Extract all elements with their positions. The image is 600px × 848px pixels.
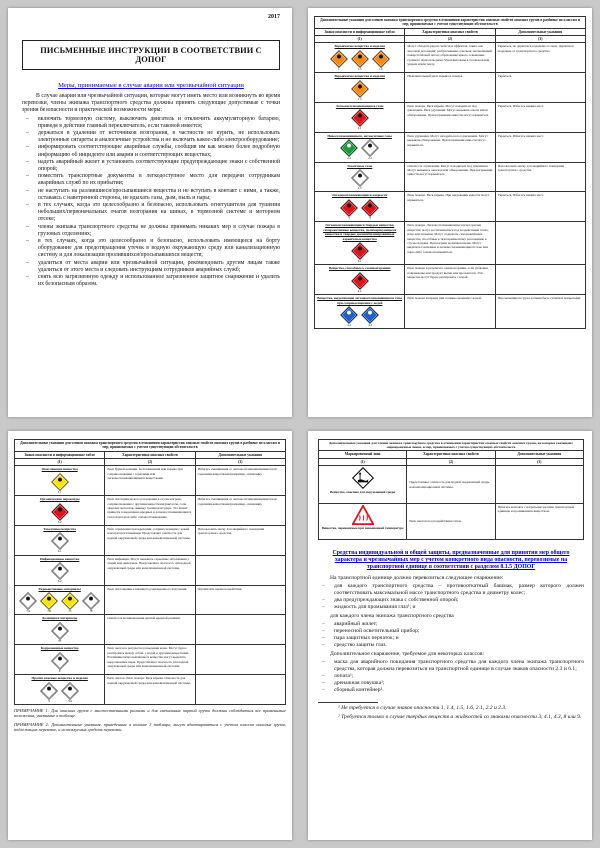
additional-equipment-item: – сборный контейнер². xyxy=(318,687,584,694)
hazard-label-diamond-icon xyxy=(51,562,69,580)
hazard-label-diamond-icon xyxy=(51,652,69,670)
col-header-labels: Знаки опасности и информационные табло xyxy=(15,451,105,458)
hazard-class-name: Органические пероксиды xyxy=(39,497,80,502)
hazard-label-diamond-icon xyxy=(351,272,369,290)
extra-text xyxy=(495,466,583,504)
hazard-label-number: 3 xyxy=(348,215,350,220)
col-num: (2) xyxy=(405,36,495,43)
table-row xyxy=(15,466,286,496)
col-num: (3) xyxy=(495,458,583,465)
table-row xyxy=(15,585,286,615)
extra-text: Укрыться. Избегать низких мест. xyxy=(495,192,585,222)
col-header-hazards: Характеристики опасных свойств xyxy=(405,28,495,35)
table-row xyxy=(315,295,586,329)
extra-text: Избегать контакта с нагретыми частями транспортной единицы и пролившимся веществом. xyxy=(495,504,583,540)
hazard-class-name: Легковоспламеняющиеся жидкости xyxy=(332,193,388,198)
footnote-separator xyxy=(318,702,378,703)
col-num: (1) xyxy=(319,458,407,465)
measure-item: – члены экипажа транспортного средства не должны принимать никаких мер в случае пожара в грузовых отделениях; xyxy=(22,224,280,238)
hazard-text: Риск пожара и взрыва при соприкосновении с водой. xyxy=(405,295,495,329)
hazard-label-diamond-icon xyxy=(51,503,69,521)
page-1 xyxy=(8,8,292,417)
hazard-text: Риск пожара. Легковоспламеняющиеся или горючие вещества; могут воспламеняться под воздействием тепла, искр или пламени. Могут содержать самореактивные вещества, способные к экзотермическому разложению в случае нагрева. При нагреве возможен взрыв. Могут выделять токсичные и легковоспламеняющиеся газы или пары либо самовоспламеняться. xyxy=(405,222,495,265)
crew-equipment-item: – переносной осветительный прибор; xyxy=(318,628,584,635)
hazard-label-number: 4.1 xyxy=(357,258,362,263)
table-note-1: ПРИМЕЧАНИЕ 1: Для опасных грузов с множественными рисками и для смешанных партий грузов должны соблюдаться все применимые положения, указанные в таблице. xyxy=(14,707,286,719)
crew-equipment-item: – пара защитных перчаток; и xyxy=(318,635,584,642)
hazard-label-number: 4.2 xyxy=(357,288,362,293)
environment-hazard-mark-icon xyxy=(352,467,374,489)
hazard-text: Опасность возникновения цепной ядерной реакции. xyxy=(105,615,195,645)
hazard-label xyxy=(340,306,358,327)
hazard-label-number: 1 xyxy=(337,66,340,71)
crew-equipment-list xyxy=(318,621,584,649)
marks-table xyxy=(318,450,584,540)
table-caption: Дополнительные указания для членов экипажа транспортного средства в отношении характеристик опасных свойств опасных грузов в разбивке по классам и мер, принимаемых с учетом существующих обстоятельств xyxy=(14,439,286,451)
page-2 xyxy=(308,8,592,417)
hazard-label xyxy=(340,139,358,160)
hazard-text: Риск пожара. Риск взрыва. При нагревании емкости могут взрываться. xyxy=(405,192,495,222)
extra-text: Укрыться. Избегать низких мест. xyxy=(495,103,585,133)
hazard-label-diamond-icon xyxy=(40,682,58,700)
hazard-label-number: 2.3 xyxy=(357,186,362,191)
hazard-label-diamond-icon xyxy=(372,50,390,68)
hazard-label xyxy=(330,50,348,71)
equipment-item: – для каждого транспортного средства – противооткатный башмак, размер которого должен соответствовать максимальной массе транспортного средства и диаметру колес; xyxy=(318,583,584,597)
hazard-label xyxy=(51,652,69,673)
marks-table-caption: Дополнительные указания для членов экипажа транспортного средства в отношении характеристик опасных свойств опасных грузов, на которые указывают маркировочные знаки, и мер, принимаемых с учетом существующих обстоятельств xyxy=(318,439,584,450)
mark-name: Вещества, опасные для окружающей среды xyxy=(330,490,396,494)
table-row xyxy=(319,466,584,504)
hazard-label-diamond-icon xyxy=(361,139,379,157)
extra-text: Использовать маску для аварийного покидания транспортного средства. xyxy=(195,526,285,556)
additional-equipment-list xyxy=(318,659,584,694)
col-header-marks: Маркировочный знак xyxy=(319,451,407,458)
hazard-label-diamond-icon xyxy=(361,199,379,217)
table-row xyxy=(315,43,586,73)
col-header-extra: Дополнительные указания xyxy=(495,28,585,35)
col-header-labels: Знаки опасности и информационные табло xyxy=(315,28,405,35)
extra-text xyxy=(195,675,285,705)
extra-text xyxy=(495,222,585,265)
extra-text: Просыпавшиеся грузы должны быть сухими и покрытыми. xyxy=(495,295,585,329)
hazard-text: Риск пожара в результате самовозгорания, если упаковки повреждены или продукт вытек или просыпался. Эти вещества могут бурно реагировать с водой. xyxy=(405,265,495,295)
hazard-label xyxy=(82,592,100,613)
hazard-label-diamond-icon xyxy=(40,592,58,610)
equipment-intro: На транспортной единице должно перевозиться следующее снаряжение: xyxy=(330,575,504,581)
hazard-text: Риск удушения. Могут находиться под давлением. Могут вызывать обморожение. При нагревании емкости могут взрываться. xyxy=(405,132,495,162)
hazard-text: Могут обладать рядом свойств и эффектов, таких, как массовая детонация; разбрасывание осколков; интенсивный пожар/тепловой поток; образование яркого освещения, громкого шума или дыма. Чувствительны к толчкам и/или ударам и/или теплу. xyxy=(405,43,495,73)
extra-text xyxy=(195,555,285,585)
hazard-class-name: Токсичные вещества xyxy=(43,527,76,532)
measure-item: – держаться в удалении от источников возгорания, в частности не курить, не использовать электронные сигареты и аналогичные устройства и не включать какое-либо электрооборудование; xyxy=(22,130,280,144)
hazard-label xyxy=(351,242,369,263)
additional-intro: Дополнительное снаряжение, требуемое для некоторых классов: xyxy=(330,651,485,657)
col-header-hazards: Характеристики опасных свойств xyxy=(407,451,495,458)
hazard-label xyxy=(51,473,69,494)
extra-text: Избегать смешивания со легковоспламеняющимися или горючими веществами (например, опилками). xyxy=(195,496,285,526)
col-num: (1) xyxy=(15,459,105,466)
extra-text: Ограничить время воздействия. xyxy=(195,585,285,615)
extra-text xyxy=(195,645,285,675)
col-num: (2) xyxy=(105,459,195,466)
measures-list xyxy=(22,116,280,289)
hazard-label xyxy=(351,169,369,190)
measure-item: – включить тормозную систему, выключить двигатель и отключить аккумуляторную батарею, приведя в действие главный переключатель, если таковой имеется; xyxy=(22,116,280,130)
hazard-label-number: 2.1 xyxy=(357,126,362,131)
hazard-label xyxy=(351,80,369,101)
hazard-class-name: Легковоспламеняющиеся твердые вещества, самореактивные вещества, полимеризующиеся вещества и твердые десенсибилизированные взрывчатые вещества xyxy=(323,223,397,241)
page-3 xyxy=(8,431,292,840)
hazard-class-name: Невоспламеняющиеся, нетоксичные газы xyxy=(327,133,392,138)
hazard-class-name: Делящиеся материалы xyxy=(41,616,78,621)
additional-equipment-item: – маска для аварийного покидания транспортного средства для каждого члена экипажа транспортного средства, которая должна перевозиться на транспортной единице в случае знаков опасности 2.3 и 6.1; xyxy=(318,659,584,673)
hazard-label xyxy=(61,592,79,613)
hazard-label-diamond-icon xyxy=(82,592,100,610)
hazard-label-number: 7C xyxy=(68,609,72,614)
hazard-label-diamond-icon xyxy=(340,199,358,217)
hazard-text: Риск экзотермического разложения в случае нагрева, соприкосновения с другими веществами (кислоты, соли тяжелых металлов, амины), трения или удара. Это может привести к выделению вредных и легковоспламеняющихся газов или паров либо самовоспламенению. xyxy=(105,496,195,526)
table-body xyxy=(15,466,286,705)
hazard-label-number: 5.2 xyxy=(57,519,62,524)
hazard-label-diamond-icon xyxy=(351,80,369,98)
extra-text: Укрыться. Избегать низких мест. xyxy=(495,132,585,162)
hazard-label-number: 1.5 xyxy=(357,66,362,71)
table-row xyxy=(315,73,586,103)
elevated-temperature-mark-icon xyxy=(352,505,374,525)
measure-item: – в тех случаях, когда это целесообразно и безопасно, использовать имеющееся на борту оборудование для предотвращения утечек в водную окружающую среду или канализационную систему и для локализации пролившихся/просыпавшихся веществ; xyxy=(22,238,280,260)
footnote-2: ² Требуется только в случае твердых веществ и жидкостей со знаками опасности 3, 4.1, 4.3, 8 или 9. xyxy=(338,714,582,720)
hazard-label-number: 2.2 xyxy=(347,156,352,161)
hazard-label xyxy=(51,622,69,643)
hazard-label-number: 5.1 xyxy=(57,489,62,494)
hazard-label-diamond-icon xyxy=(51,622,69,640)
hazard-label xyxy=(19,592,37,613)
table-row xyxy=(315,265,586,295)
hazard-label xyxy=(351,50,369,71)
extra-text: Избегать смешивания со легковоспламеняющимися или горючими веществами (например, опилками). xyxy=(195,466,285,496)
hazard-label-number: 9 xyxy=(48,698,50,703)
hazard-class-name: Прочие опасные вещества и изделия xyxy=(31,676,88,681)
hazard-label xyxy=(51,562,69,583)
measure-item: – надеть аварийный жилет и установить соответствующие предупреждающие знаки с собственной опорой; xyxy=(22,159,280,173)
hazard-label-number: 2.2 xyxy=(368,156,373,161)
col-header-hazards: Характеристики опасных свойств xyxy=(105,451,195,458)
hazard-label-number: 1.6 xyxy=(378,66,383,71)
measure-item: – в тех случаях, когда это целесообразно и безопасно, использовать огнетушители для тушения небольших/первоначальных очагов возгорания на шинах, в тормозной системе и моторном отсеке; xyxy=(22,202,280,224)
hazard-label xyxy=(40,682,58,703)
table-body xyxy=(315,43,586,329)
hazard-label xyxy=(51,532,69,553)
hazard-label-number: 3 xyxy=(369,215,371,220)
measure-item: – удалиться от места аварии или чрезвычайной ситуации, рекомендовать другим лицам также удалиться от этого места и следовать инструкциям сотрудников аварийных служб; xyxy=(22,260,280,274)
hazard-table-2 xyxy=(14,451,286,705)
hazard-table-1 xyxy=(314,28,586,330)
hazard-text: Риск ожогов в результате разъедания кожи. Могут бурно реагировать между собой, с водой и другими веществами. Разлившиеся/просыпавшиеся вещества могут выделять коррозионные пары. Представляют опасность для водной окружающей среды или канализационной системы. xyxy=(105,645,195,675)
hazard-class-name: Токсичные газы xyxy=(347,163,373,168)
extra-text xyxy=(195,615,285,645)
equipment-item: – жидкость для промывания глаз¹; и xyxy=(318,604,584,611)
hazard-label xyxy=(351,272,369,293)
table-caption: Дополнительные указания для членов экипажа транспортного средства в отношении характеристик опасных свойств опасных грузов в разбивке по классам и мер, принимаемых с учетом существующих обстоятельств xyxy=(314,16,586,28)
hazard-label-diamond-icon xyxy=(340,306,358,324)
hazard-text: Риск поглощения и внешнего радиационного излучения. xyxy=(105,585,195,615)
hazard-label-number: 7E xyxy=(89,609,93,614)
footnote-1: ¹ Не требуется в случае знаков опасности 1, 1.4, 1.5, 1.6, 2.1, 2.2 и 2.3. xyxy=(338,705,507,711)
page-number: 2017 xyxy=(268,14,280,20)
hazard-class-name: Взрывчатые вещества и изделия xyxy=(334,44,385,49)
hazard-text: Риск отравления при вдыхании, соприкосновении с кожей или при проглатывании. Представляет опасность для водной окружающей среды или канализационной системы. xyxy=(105,526,195,556)
hazard-class-name: Инфекционные вещества xyxy=(39,556,80,561)
table-row xyxy=(315,222,586,265)
section-subtitle: Меры, принимаемые в случае аварии или чрезвычайной ситуации xyxy=(58,82,244,89)
table-row xyxy=(15,675,286,705)
table-note-2: ПРИМЕЧАНИЕ 2: Дополнительные указания, приведенные в колонке 3 таблицы, могут адаптироваться с учетом классов опасных грузов, подлежащих перевозке, и используемых средств перевозки. xyxy=(14,721,286,733)
hazard-label xyxy=(340,199,358,220)
hazard-label xyxy=(372,50,390,71)
hazard-label xyxy=(61,682,79,703)
table-row xyxy=(15,526,286,556)
table-row xyxy=(315,132,586,162)
col-num: (3) xyxy=(495,36,585,43)
hazard-class-name: Коррозионные вещества xyxy=(40,646,79,651)
hazard-label xyxy=(40,592,58,613)
hazard-text: Опасность отравления. Могут находиться под давлением. Могут вызывать ожоги и/или обморожение. При нагревании емкости могут взрываться. xyxy=(405,162,495,192)
hazard-label xyxy=(361,199,379,220)
hazard-label-diamond-icon xyxy=(51,473,69,491)
hazard-text: Представляют опасность для водной окружающей среды или канализационной системы. xyxy=(407,466,495,504)
hazard-label-diamond-icon xyxy=(340,139,358,157)
additional-equipment-item: – лопата²; xyxy=(318,673,584,680)
mark-name: Вещества, перевозимые при повышенной температуре xyxy=(321,526,404,530)
hazard-label-diamond-icon xyxy=(61,592,79,610)
hazard-label-diamond-icon xyxy=(351,169,369,187)
measure-item: – снять всю загрязненную одежду и использованное загрязненное защитное снаряжение и удалить их безопасным образом. xyxy=(22,274,280,288)
hazard-text: Риск ожогов. Риск пожара. Риск взрыва. Опасность для водной окружающей среды или канализационной системы. xyxy=(105,675,195,705)
col-num: (2) xyxy=(407,458,495,465)
hazard-label-number: 7E xyxy=(57,638,62,643)
hazard-label-diamond-icon xyxy=(351,242,369,260)
hazard-label-diamond-icon xyxy=(330,50,348,68)
hazard-label-number: 4.3 xyxy=(347,322,352,327)
hazard-label xyxy=(361,306,379,327)
measure-item: – поместить транспортные документы в легкодоступное место для передачи сотрудникам аварийных служб по их прибытии; xyxy=(22,173,280,187)
hazard-class-name: Взрывчатые вещества и изделия xyxy=(334,74,385,79)
hazard-label-number: 4.3 xyxy=(368,322,373,327)
hazard-label-number: 7B xyxy=(47,609,51,614)
hazard-text: Незначительный риск взрыва и пожара. xyxy=(405,73,495,103)
hazard-label-diamond-icon xyxy=(61,682,79,700)
hazard-label-diamond-icon xyxy=(51,532,69,550)
document-title: ПИСЬМЕННЫЕ ИНСТРУКЦИИ В СООТВЕТСТВИИ С ДОПОГ xyxy=(22,40,280,70)
table-row xyxy=(315,192,586,222)
additional-equipment-item: – дренажная ловушка²; xyxy=(318,680,584,687)
hazard-label xyxy=(351,109,369,130)
table-row xyxy=(315,103,586,133)
hazard-label-diamond-icon xyxy=(351,109,369,127)
hazard-label-diamond-icon xyxy=(351,50,369,68)
extra-text: Использовать маску для аварийного покидания транспортного средства. xyxy=(495,162,585,192)
hazard-label-diamond-icon xyxy=(19,592,37,610)
hazard-label xyxy=(361,139,379,160)
table-row xyxy=(15,645,286,675)
col-header-extra: Дополнительные указания xyxy=(495,451,583,458)
hazard-label-number: 7A xyxy=(26,609,30,614)
hazard-class-name: Вещества, способные к самовозгоранию xyxy=(328,266,391,271)
hazard-label-number: 6.2 xyxy=(57,579,62,584)
hazard-text: Риск бурной реакции, воспламенения или взрыва при соприкосновении с горючими или легковоспламеняющимися веществами. xyxy=(105,466,195,496)
hazard-text: Риск ожогов под воздействием тепла. xyxy=(407,504,495,540)
hazard-label-number: 9A xyxy=(68,698,72,703)
extra-text xyxy=(495,265,585,295)
hazard-class-name: Окисляющие вещества xyxy=(41,467,78,472)
hazard-label-diamond-icon xyxy=(361,306,379,324)
equipment-item: – два предупреждающих знака с собственной опорой; xyxy=(318,597,584,604)
intro-paragraph: В случае аварии или чрезвычайной ситуации, которые могут иметь место или возникнуть во время перевозки, члены экипажа транспортного средства должны принять следующие допустимые с точки зрения безопасности и практической возможности меры: xyxy=(22,93,280,114)
col-num: (1) xyxy=(315,36,405,43)
measure-item: – информировать соответствующие аварийные службы, сообщив им как можно более подробную информацию об инциденте или аварии и соответствующих веществах; xyxy=(22,144,280,158)
crew-equipment-item: – аварийный жилет; xyxy=(318,621,584,628)
table-row xyxy=(15,555,286,585)
crew-intro: для каждого члена экипажа транспортного средства xyxy=(330,613,454,619)
page-4 xyxy=(308,431,592,840)
crew-equipment-item: – средство защиты глаз. xyxy=(318,642,584,649)
table-row xyxy=(315,162,586,192)
table-row xyxy=(15,496,286,526)
equipment-list xyxy=(318,583,584,611)
measure-item: – не наступать на разлившиеся/просыпавшиеся вещества и не вступать в контакт с ними, а также, оставаясь с наветренной стороны, не вдыхать газы, дым, пыль и пары; xyxy=(22,188,280,202)
hazard-label xyxy=(51,503,69,524)
extra-text: Укрыться, но держаться подальше от окон. Держаться подальше от транспортного средства. xyxy=(495,43,585,73)
col-num: (3) xyxy=(195,459,285,466)
hazard-label-number: 1.4 xyxy=(357,96,362,101)
hazard-class-name: Вещества, выделяющие легковоспламеняющиеся газы при соприкосновении с водой xyxy=(317,296,403,305)
hazard-label-number: 8 xyxy=(58,668,61,673)
col-header-extra: Дополнительные указания xyxy=(195,451,285,458)
table-row xyxy=(319,504,584,540)
hazard-label-number: 6.1 xyxy=(57,549,62,554)
extra-text: Укрыться. xyxy=(495,73,585,103)
equipment-section-title: Средства индивидуальной и общей защиты, предназначенные для принятия мер общего характера и чрезвычайных мер с учетом конкретного вида опасности, перевозимые на транспортной единице в соответствии с разделом 8.1.5 ДОПОГ xyxy=(332,550,570,570)
hazard-text: Риск пожара. Риск взрыва. Могут находиться под давлением. Риск удушения. Могут вызывать ожоги и/или обморожение. При нагревании емкости могут взрываться. xyxy=(405,103,495,133)
hazard-class-name: Радиоактивные материалы xyxy=(38,586,81,591)
hazard-text: Риск инфекции. Могут вызывать серьезные заболевания у людей или животных. Представляют опасность для водной окружающей среды или канализационной системы. xyxy=(105,555,195,585)
hazard-class-name: Легковоспламеняющиеся газы xyxy=(335,104,384,109)
table-row xyxy=(15,615,286,645)
